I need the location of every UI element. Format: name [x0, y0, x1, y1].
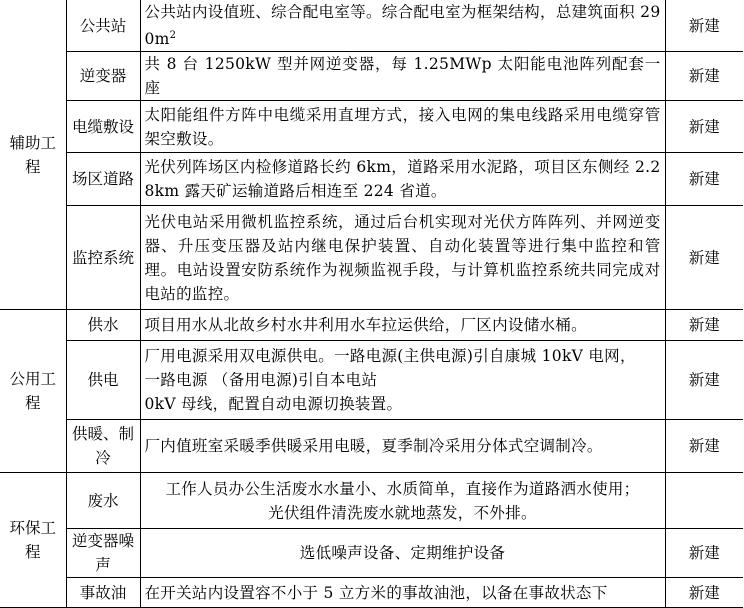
description-cell — [140, 341, 665, 420]
item-cell: 公共站 — [66, 0, 140, 52]
description-line: 厂用电源采用双电源供电。一路电源(主供电源)引自康城 10kV 电网， — [144, 347, 636, 366]
status-cell: 新建 — [665, 52, 743, 101]
table-row — [0, 206, 743, 310]
status-cell: 新建 — [665, 153, 743, 206]
description-line: 光伏组件清洗废水就地蒸发，不外排。 — [268, 503, 537, 522]
status-cell: 新建 — [665, 529, 743, 578]
table-row — [0, 153, 743, 206]
item-cell: 逆变器 — [66, 52, 140, 101]
status-cell: 新建 — [665, 341, 743, 420]
item-cell: 废水 — [66, 473, 140, 529]
table-row — [0, 0, 743, 52]
description-cell: 光伏电站采用微机监控系统，通过后台机实现对光伏方阵阵列、并网逆变器、升压变压器及站内继电保护装置、自动化装置等进行集中监控和管理。电站设置安防系统作为视频监视手段，与计算机监控系统共同完成对电站的监控。 — [140, 206, 665, 310]
item-cell: 供电 — [66, 341, 140, 420]
table-row — [0, 341, 743, 420]
status-cell: 新建 — [665, 206, 743, 310]
status-cell — [665, 473, 743, 529]
table-row — [0, 310, 743, 341]
item-cell: 供水 — [66, 310, 140, 341]
item-cell: 场区道路 — [66, 153, 140, 206]
table-row — [0, 578, 743, 608]
description-cell: 厂内值班室采暖季供暖采用电暖，夏季制冷采用分体式空调制冷。 — [140, 420, 665, 473]
item-cell: 监控系统 — [66, 206, 140, 310]
description-line: 一路电源 （备用电源)引自本电站 — [144, 371, 378, 390]
status-cell: 新建 — [665, 101, 743, 153]
item-cell: 事故油 — [66, 578, 140, 608]
description-cell — [140, 473, 665, 529]
table-row — [0, 52, 743, 101]
description-cell: 选低噪声设备、定期维护设备 — [140, 529, 665, 578]
status-cell: 新建 — [665, 0, 743, 52]
description-text: 公共站内设值班、综合配电室等。综合配电室为框架结构，总建筑面积 290m — [144, 3, 661, 49]
superscript: 2 — [169, 30, 177, 41]
description-cell: 项目用水从北故乡村水井利用水车拉运供给，厂区内设储水桶。 — [140, 310, 665, 341]
table-row — [0, 101, 743, 153]
description-cell: 光伏列阵场区内检修道路长约 6km，道路采用水泥路，项目区东侧经 2.28km 露天矿运输道路后相连至 224 省道。 — [140, 153, 665, 206]
description-cell: 共 8 台 1250kW 型并网逆变器，每 1.25MWp 太阳能电池阵列配套一座 — [140, 52, 665, 101]
description-cell: 在开关站内设置容不小于 5 立方米的事故油池，以备在事故状态下 — [140, 578, 665, 608]
table-row — [0, 473, 743, 529]
status-cell: 新建 — [665, 310, 743, 341]
table-row — [0, 420, 743, 473]
description-line: 工作人员办公生活废水水量小、水质简单，直接作为道路洒水使用； — [165, 479, 640, 498]
description-cell — [140, 0, 665, 52]
category-cell: 公用工程 — [0, 310, 66, 473]
status-cell: 新建 — [665, 578, 743, 608]
description-cell: 太阳能组件方阵中电缆采用直埋方式，接入电网的集电线路采用电缆穿管架空敷设。 — [140, 101, 665, 153]
item-cell: 供暖、制冷 — [66, 420, 140, 473]
category-cell: 辅助工程 — [0, 0, 66, 310]
status-cell: 新建 — [665, 420, 743, 473]
table-row — [0, 529, 743, 578]
description-line: 0kV 母线，配置自动电源切换装置。 — [144, 395, 403, 414]
item-cell: 电缆敷设 — [66, 101, 140, 153]
category-cell: 环保工程 — [0, 473, 66, 608]
item-cell: 逆变器噪声 — [66, 529, 140, 578]
